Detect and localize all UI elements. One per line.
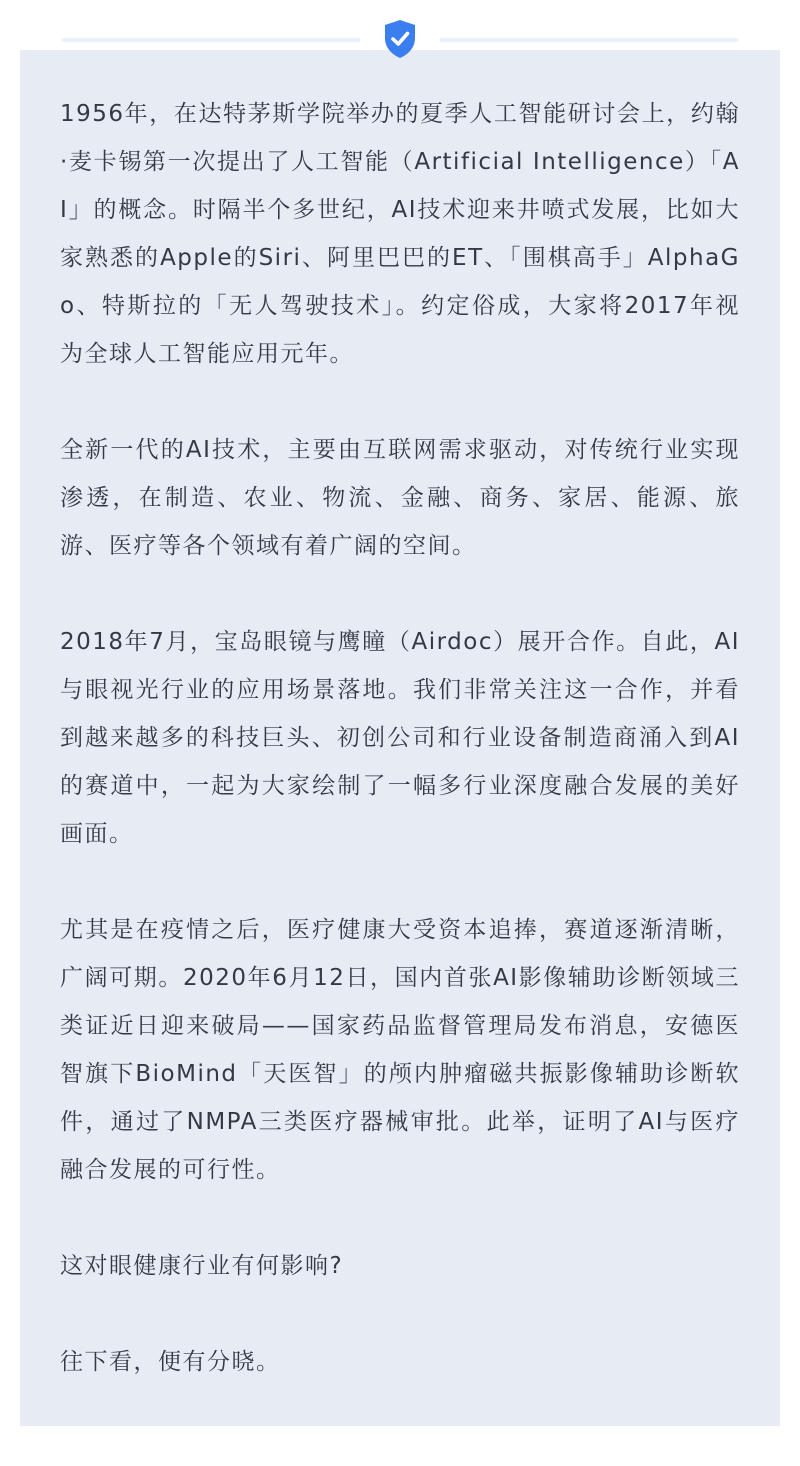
paragraph-airdoc-cooperation: 2018年7月，宝岛眼镜与鹰瞳（Airdoc）展开合作。自此，AI与眼视光行业的应用场景落地。我们非常关注这一合作，并看到越来越多的科技巨头、初创公司和行业设备制造商涌入到AI的赛道中，一起为大家绘制了一幅多行业深度融合发展的美好画面。 bbox=[60, 629, 740, 847]
shield-check-icon bbox=[382, 19, 418, 59]
header-divider-right bbox=[440, 38, 738, 42]
header-divider-left bbox=[62, 38, 360, 42]
paragraph-medical-ai: 尤其是在疫情之后，医疗健康大受资本追捧，赛道逐渐清晰，广阔可期。2020年6月12日，国内首张AI影像辅助诊断领域三类证近日迎来破局——国家药品监督管理局发布消息，安德医智旗下BioMind「天医智」的颅内肿瘤磁共振影像辅助诊断软件，通过了NMPA三类医疗器械审批。此举，证明了AI与医疗融合发展的可行性。 bbox=[60, 917, 740, 1183]
paragraph-closing: 往下看，便有分晓。 bbox=[60, 1349, 281, 1375]
article-body bbox=[60, 90, 740, 1386]
paragraph-question: 这对眼健康行业有何影响? bbox=[60, 1253, 344, 1279]
paragraph-ai-history: 1956年，在达特茅斯学院举办的夏季人工智能研讨会上，约翰·麦卡锡第一次提出了人工智能（Artificial Intelligence）「AI」的概念。时隔半个多世纪，AI技术迎来井喷式发展，比如大家熟悉的Apple的Siri、阿里巴巴的ET、「围棋高手」AlphaGo、特斯拉的「无人驾驶技术」。约定俗成，大家将2017年视为全球人工智能应用元年。 bbox=[60, 101, 740, 367]
paragraph-ai-industries: 全新一代的AI技术，主要由互联网需求驱动，对传统行业实现渗透，在制造、农业、物流、金融、商务、家居、能源、旅游、医疗等各个领域有着广阔的空间。 bbox=[60, 437, 740, 559]
